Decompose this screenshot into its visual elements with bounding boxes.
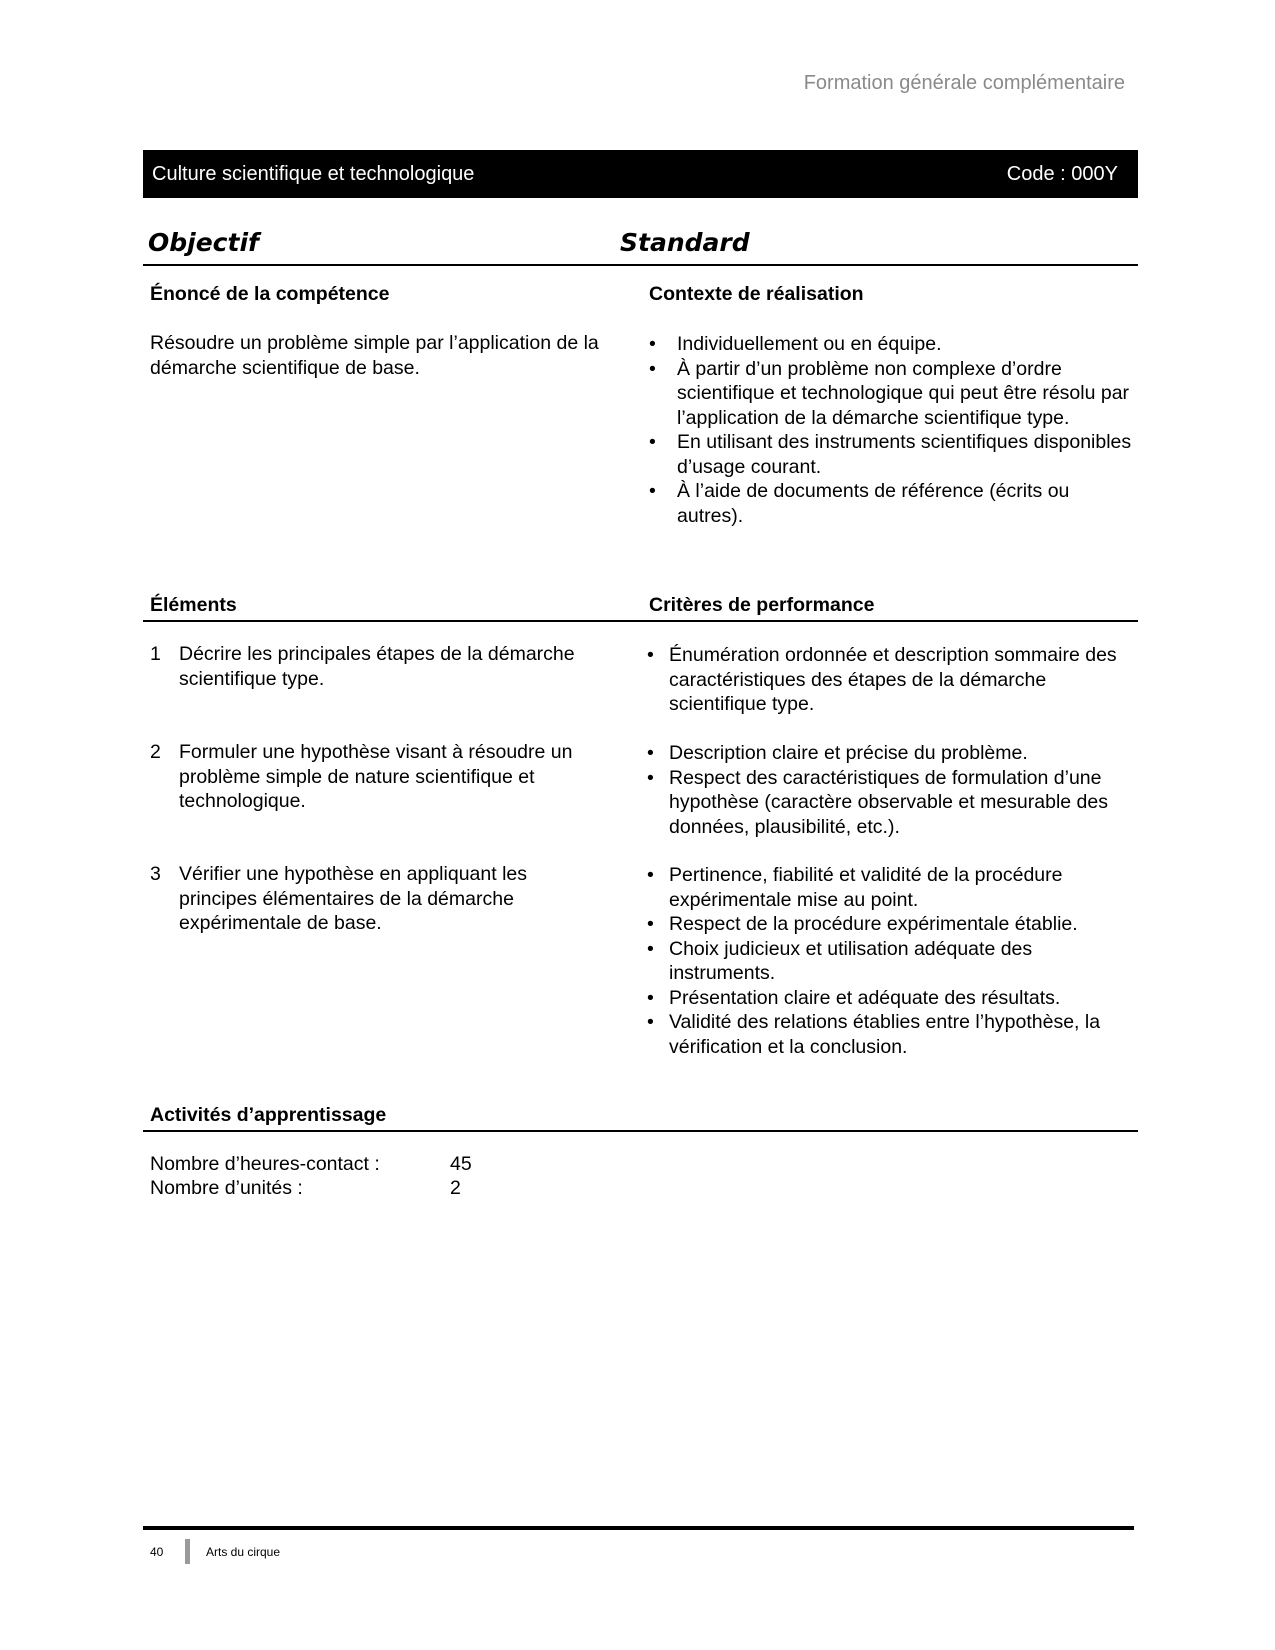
footer-doc-title: Arts du cirque	[206, 1545, 281, 1559]
units-value: 2	[450, 1177, 461, 1199]
element-number: 1	[150, 643, 161, 665]
context-list	[647, 332, 1132, 528]
course-title: Culture scientifique et technologique	[152, 162, 475, 185]
list-item: • Présentation claire et adéquate des résultats.	[647, 986, 1127, 1011]
list-item: • Choix judicieux et utilisation adéquate des instruments.	[647, 937, 1127, 986]
section-divider	[143, 620, 1138, 622]
list-item: • Pertinence, fiabilité et validité de la procédure expérimentale mise au point.	[647, 863, 1127, 912]
list-item: • En utilisant des instruments scientifiques disponibles d’usage courant.	[647, 430, 1132, 479]
units-row	[150, 1176, 461, 1200]
element-item	[150, 740, 605, 814]
hours-row	[150, 1152, 472, 1176]
criteria-list	[647, 741, 1127, 839]
course-code: Code : 000Y	[1006, 162, 1118, 185]
running-header: Formation générale complémentaire	[803, 72, 1125, 94]
criteria-list	[647, 643, 1127, 717]
list-item: • Validité des relations établies entre l’hypothèse, la vérification et la conclusion.	[647, 1010, 1127, 1059]
page-number: 40	[150, 1545, 164, 1559]
element-text: Vérifier une hypothèse en appliquant les principes élémentaires de la démarche expérimentale de base.	[179, 863, 527, 934]
units-label: Nombre d’unités :	[150, 1177, 303, 1199]
activities-divider	[143, 1130, 1138, 1132]
list-item: • À l’aide de documents de référence (écrits ou autres).	[647, 479, 1132, 528]
list-item: • Respect de la procédure expérimentale établie.	[647, 912, 1127, 937]
standard-heading: Standard	[620, 228, 750, 257]
list-item: • Respect des caractéristiques de formulation d’une hypothèse (caractère observable et mesurable des données, plausibilité, etc.).	[647, 766, 1127, 840]
list-item: • Description claire et précise du problème.	[647, 741, 1127, 766]
element-item	[150, 862, 605, 936]
hours-label: Nombre d’heures-contact :	[150, 1153, 380, 1175]
elements-label: Éléments	[150, 594, 237, 616]
context-label: Contexte de réalisation	[649, 283, 864, 305]
list-item: • À partir d’un problème non complexe d’ordre scientifique et technologique qui peut être résolu par l’application de la démarche scientifique type.	[647, 357, 1132, 431]
title-bar	[143, 150, 1138, 198]
criteria-label: Critères de performance	[649, 594, 875, 616]
footer-rule	[143, 1526, 1134, 1530]
element-text: Décrire les principales étapes de la démarche scientifique type.	[179, 643, 575, 690]
element-number: 3	[150, 863, 161, 885]
hours-value: 45	[450, 1153, 472, 1175]
element-number: 2	[150, 741, 161, 763]
element-item	[150, 642, 605, 691]
criteria-list	[647, 863, 1127, 1059]
competence-text: Résoudre un problème simple par l’application de la démarche scientifique de base.	[150, 332, 599, 379]
element-text: Formuler une hypothèse visant à résoudre un problème simple de nature scientifique et technologique.	[179, 741, 573, 812]
list-item: • Énumération ordonnée et description sommaire des caractéristiques des étapes de la démarche scientifique type.	[647, 643, 1127, 717]
footer-separator	[185, 1539, 190, 1564]
competence-label: Énoncé de la compétence	[150, 283, 390, 305]
list-item: • Individuellement ou en équipe.	[647, 332, 1132, 357]
objectif-heading: Objectif	[148, 228, 259, 257]
activities-label: Activités d’apprentissage	[150, 1104, 387, 1126]
column-headings	[143, 228, 1138, 266]
